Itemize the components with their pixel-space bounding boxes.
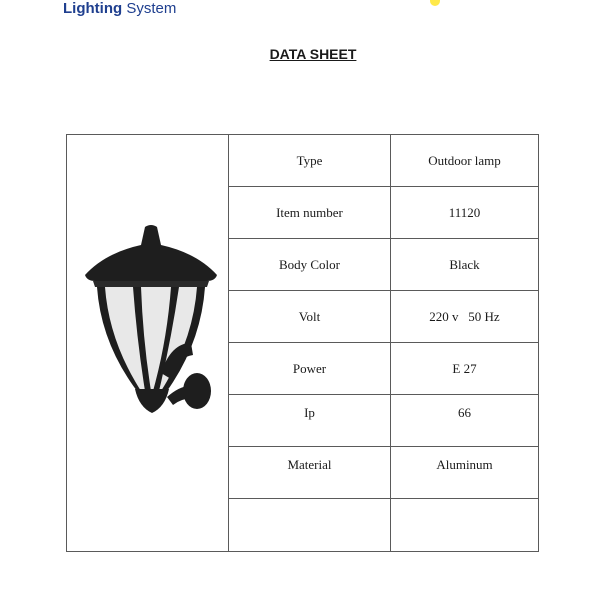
spec-table bbox=[66, 134, 539, 552]
spec-row-ip bbox=[229, 395, 538, 447]
spec-row-item-number bbox=[229, 187, 538, 239]
brand-logo bbox=[63, 0, 176, 18]
spec-value: Black bbox=[449, 257, 480, 272]
spec-row-body-color bbox=[229, 239, 538, 291]
spec-value bbox=[391, 499, 538, 551]
spec-row-volt bbox=[229, 291, 538, 343]
spec-value: 11120 bbox=[448, 205, 481, 220]
spec-value: E 27 bbox=[452, 361, 477, 376]
spec-row-power bbox=[229, 343, 538, 395]
bulb-icon bbox=[430, 0, 440, 6]
spec-row-empty bbox=[229, 499, 538, 551]
spec-label: Power bbox=[229, 343, 391, 394]
spec-value: 220 v 50 Hz bbox=[429, 309, 500, 324]
lamp-icon bbox=[75, 223, 225, 423]
spec-row-material bbox=[229, 447, 538, 499]
spec-rows bbox=[229, 135, 538, 551]
spec-label bbox=[229, 499, 391, 551]
product-image-cell bbox=[67, 135, 229, 551]
spec-value: Outdoor lamp bbox=[428, 153, 501, 168]
spec-row-type bbox=[229, 135, 538, 187]
spec-label: Ip bbox=[229, 395, 391, 446]
spec-label: Item number bbox=[229, 187, 391, 238]
spec-label: Volt bbox=[229, 291, 391, 342]
spec-label: Body Color bbox=[229, 239, 391, 290]
spec-value: Aluminum bbox=[436, 457, 493, 472]
spec-value: 66 bbox=[458, 405, 471, 420]
spec-label: Material bbox=[229, 447, 391, 498]
brand-name-bold: Lighting bbox=[63, 0, 123, 17]
brand-name-rest: System bbox=[126, 0, 177, 17]
spec-label: Type bbox=[229, 135, 391, 186]
page-title: DATA SHEET bbox=[269, 46, 357, 62]
